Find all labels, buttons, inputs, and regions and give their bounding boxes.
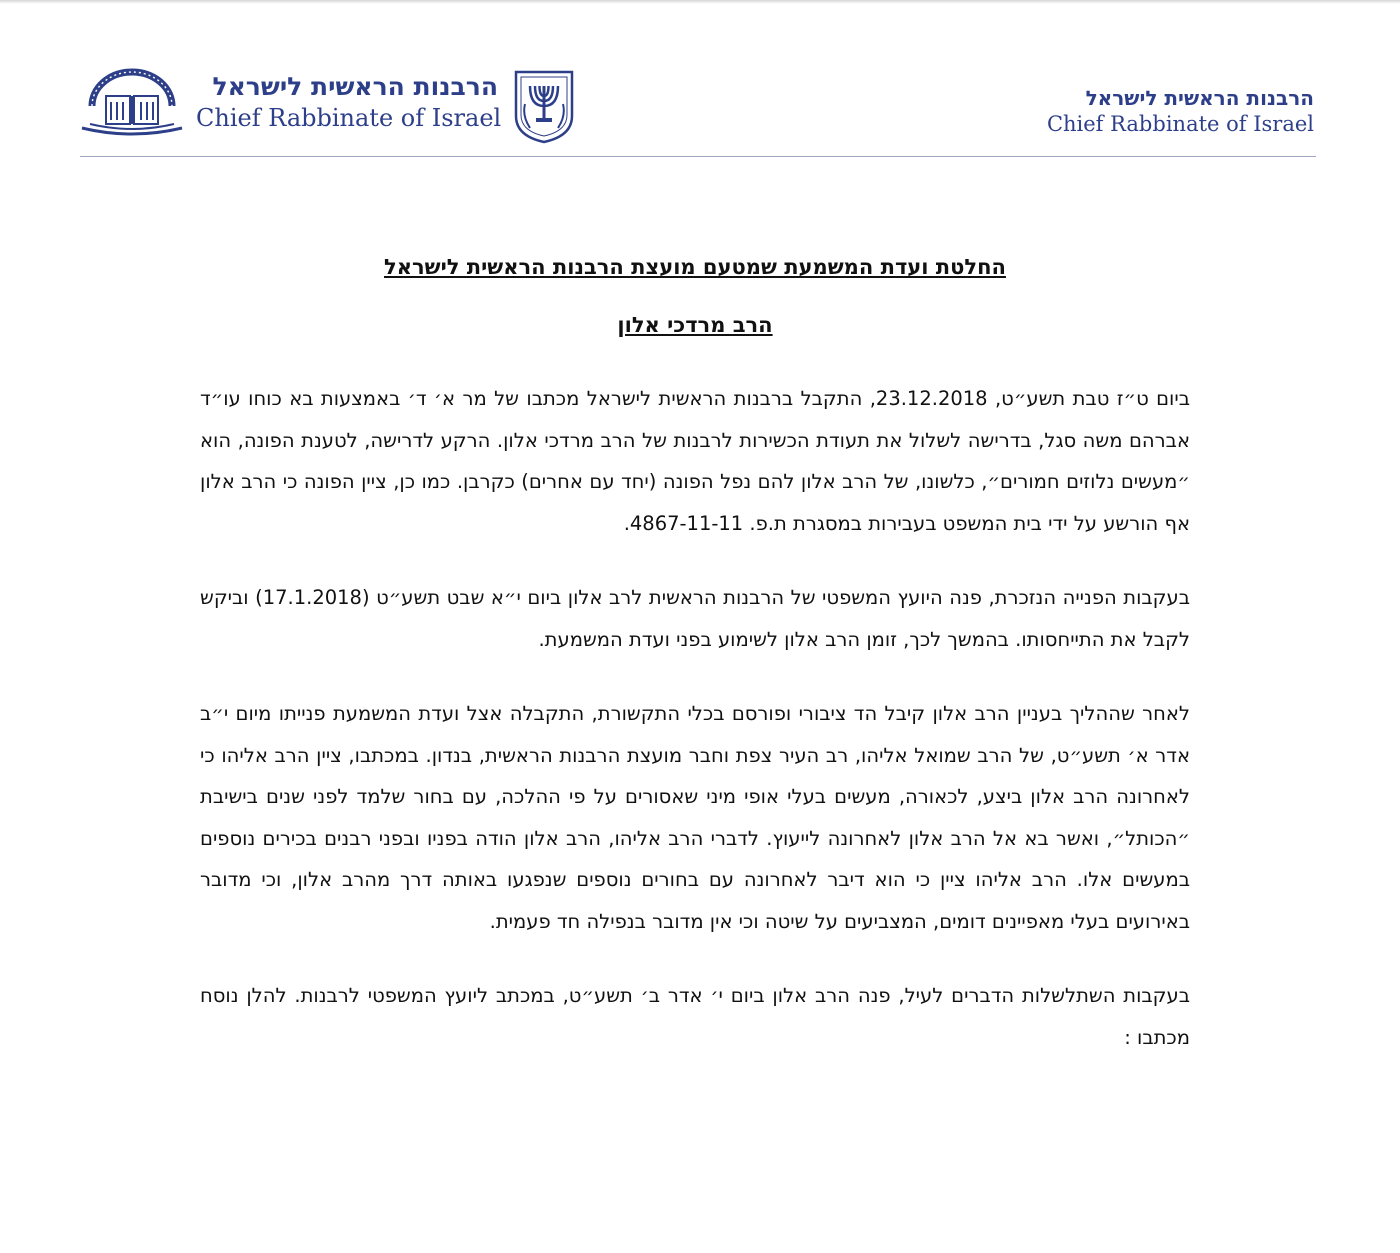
state-emblem-menorah-icon	[512, 68, 576, 144]
paragraph-3: לאחר שההליך בעניין הרב אלון קיבל הד ציבורי ופורסם בכלי התקשורת, התקבלה אצל ועדת המשמעת פנייתו מיום י״ב אדר א׳ תשע״ט, של הרב שמואל אליהו, רב העיר צפת וחבר מועצת הרבנות הראשית, בנדון. במכתבו, ציין הרב אליהו כי לאחרונה הרב אלון ביצע, לכאורה, מעשים בעלי אופי מיני שאסורים על פי ההלכה, עם בחור שלמד לפני שנים בישיבת ״הכותל״, ואשר בא אל הרב אלון לאחרונה לייעוץ. לדברי הרב אליהו, הרב אלון הודה בפניו ובפני רבנים בכירים נוספים במעשים אלו. הרב אליהו ציין כי הוא דיבר לאחרונה עם בחורים נוספים שנפגעו באותה דרך מהרב אלון, וכי מדובר באירועים בעלי מאפיינים דומים, המצביעים על שיטה וכי אין מדובר בנפילה חד פעמית.	[200, 702, 1190, 933]
right-org-name	[1014, 86, 1314, 138]
left-org-name	[196, 72, 502, 134]
paragraph-2: בעקבות הפנייה הנזכרת, פנה היועץ המשפטי של הרבנות הראשית לרב אלון ביום י״א שבט תשע״ט (17.1.2018) וביקש לקבל את התייחסותו. בהמשך לכך, זומן הרב אלון לשימוע בפני ועדת המשמעת.	[200, 586, 1190, 651]
left-org-hebrew: הרבנות הראשית לישראל	[212, 72, 498, 101]
document-title: החלטת ועדת המשמעת שמטעם מועצת הרבנות הראשית לישראל	[384, 255, 1006, 279]
left-org-english: Chief Rabbinate of Israel	[196, 104, 502, 132]
document-subtitle: הרב מרדכי אלון	[617, 313, 773, 337]
paragraph-1: ביום ט״ז טבת תשע״ט, 23.12.2018, התקבל ברבנות הראשית לישראל מכתבו של מר א׳ ד׳ באמצעות בא כוחו עו״ד אברהם משה סגל, בדרישה לשלול את תעודת הכשירות לרבנות של הרב מרדכי אלון. הרקע לדרישה, לטענת הפונה, הוא ״מעשים נלוזים חמורים״, כלשונו, של הרב אלון להם נפל הפונה (יחד עם אחרים) כקרבן. כמו כן, ציין הפונה כי הרב אלון אף הורשע על ידי בית המשפט בעבירות במסגרת ת.פ. 4867-11-11.	[200, 387, 1190, 535]
right-org-hebrew: הרבנות הראשית לישראל	[1085, 86, 1314, 110]
letterhead	[0, 0, 1400, 165]
paragraph-4: בעקבות השתלשלות הדברים לעיל, פנה הרב אלון ביום י׳ אדר ב׳ תשע״ט, במכתב ליועץ המשפטי לרבנות. להלן נוסח מכתבו :	[200, 984, 1190, 1049]
right-org-english: Chief Rabbinate of Israel	[1046, 112, 1314, 136]
document-body	[200, 250, 1190, 1058]
header-divider	[80, 156, 1316, 157]
open-book-logo-icon	[78, 66, 186, 142]
